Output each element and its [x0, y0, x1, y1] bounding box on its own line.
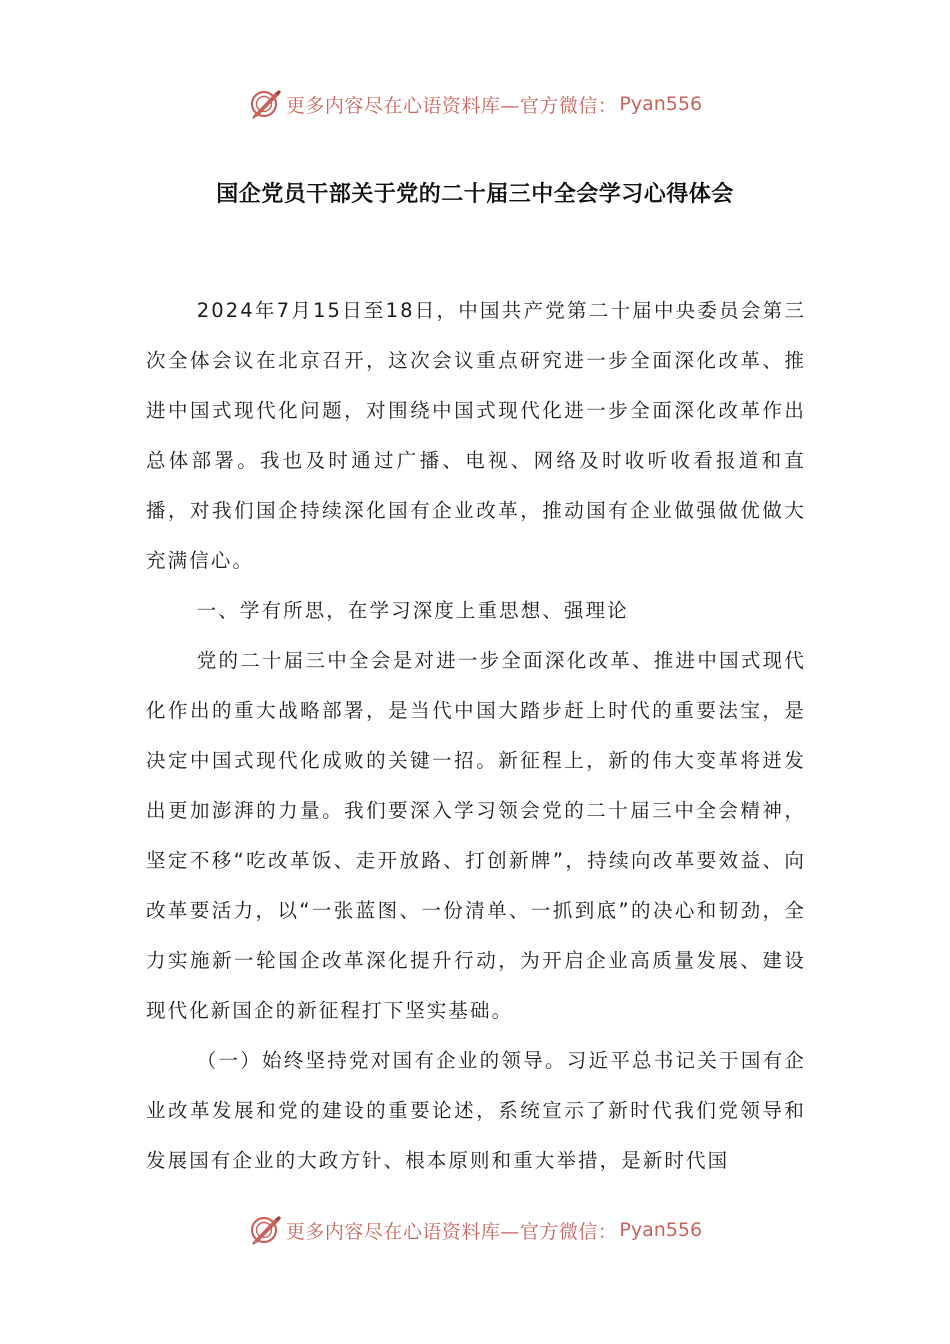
document-body [146, 286, 806, 1186]
banner-wechat-handle: Pyan556 [619, 93, 703, 115]
banner-wechat-handle: Pyan556 [619, 1219, 703, 1241]
paragraph: 2024年7月15日至18日，中国共产党第二十届中央委员会第三次全体会议在北京召开，这次会议重点研究进一步全面深化改革、推进中国式现代化问题，对围绕中国式现代化进一步全面深化改革作出总体部署。我也及时通过广播、电视、网络及时收听收看报道和直播，对我们国企持续深化国有企业改革，推动国有企业做强做优做大充满信心。 [146, 299, 806, 572]
pen-circle-icon [248, 87, 282, 121]
paragraph: （一）始终坚持党对国有企业的领导。习近平总书记关于国有企业改革发展和党的建设的重要论述，系统宣示了新时代我们党领导和发展国有企业的大政方针、根本原则和重大举措，是新时代国 [146, 1049, 806, 1172]
header-banner [0, 84, 950, 124]
footer-banner [0, 1210, 950, 1250]
document-title: 国企党员干部关于党的二十届三中全会学习心得体会 [216, 182, 734, 207]
banner-text: 更多内容尽在心语资料库—官方微信： [285, 94, 618, 117]
pen-circle-icon [248, 1213, 282, 1247]
paragraph: 党的二十届三中全会是对进一步全面深化改革、推进中国式现代化作出的重大战略部署，是当代中国大踏步赶上时代的重要法宝，是决定中国式现代化成败的关键一招。新征程上，新的伟大变革将迸发出更加澎湃的力量。我们要深入学习领会党的二十届三中全会精神，坚定不移“吃改革饭、走开放路、打创新牌”，持续向改革要效益、向改革要活力，以“一张蓝图、一份清单、一抓到底”的决心和韧劲，全力实施新一轮国企改革深化提升行动，为开启企业高质量发展、建设现代化新国企的新征程打下坚实基础。 [146, 649, 806, 1022]
banner-text: 更多内容尽在心语资料库—官方微信： [285, 1220, 618, 1243]
section-heading: 一、学有所思，在学习深度上重思想、强理论 [196, 599, 629, 622]
